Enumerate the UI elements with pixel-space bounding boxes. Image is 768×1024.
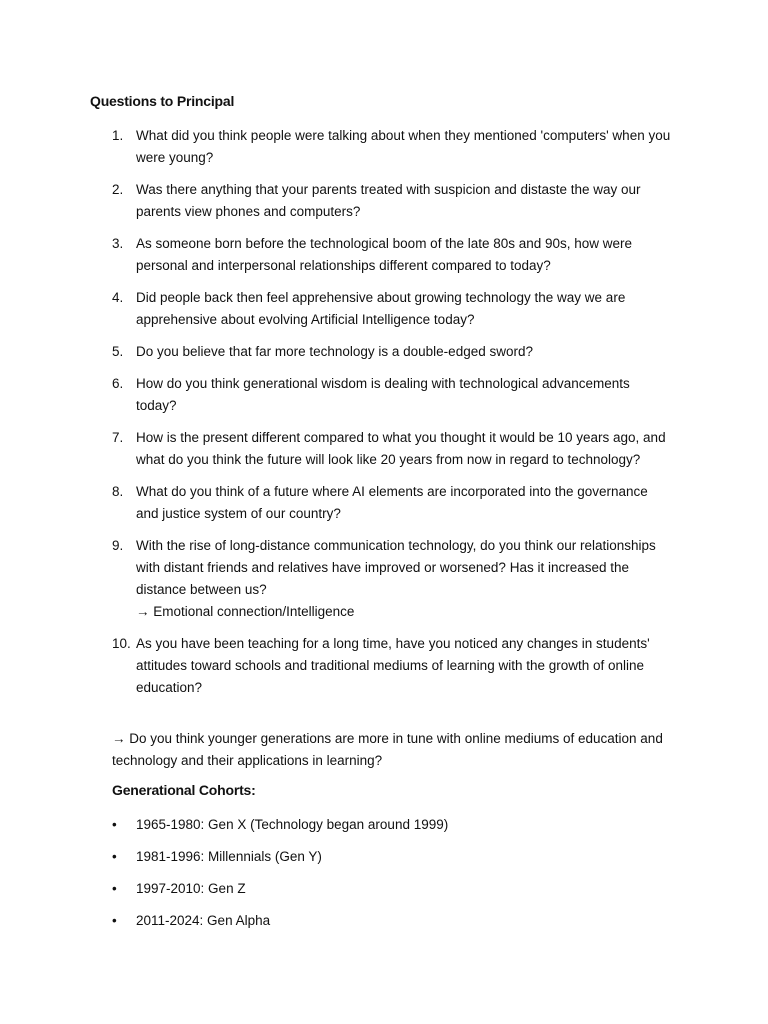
cohort-item: [112, 814, 448, 836]
section-title-cohorts: Generational Cohorts:: [112, 782, 256, 798]
question-item: [112, 427, 672, 471]
question-item: [112, 373, 672, 417]
cohort-text: 1965-1980: Gen X (Technology began around 1999): [136, 817, 449, 832]
cohort-item: [112, 846, 448, 868]
bullet-icon: •: [112, 817, 117, 832]
question-text: As you have been teaching for a long time, have you noticed any changes in students' attitudes toward schools and traditional mediums of learning with the growth of online education?: [136, 636, 650, 695]
question-item: [112, 535, 672, 623]
question-text: Do you believe that far more technology is a double-edged sword?: [136, 344, 533, 359]
question-number: 2.: [112, 182, 124, 197]
question-text: Did people back then feel apprehensive about growing technology the way we are apprehensive about evolving Artificial Intelligence today?: [136, 290, 626, 327]
cohort-item: [112, 910, 448, 932]
question-item: [112, 287, 672, 331]
bullet-icon: •: [112, 881, 117, 896]
question-number: 3.: [112, 236, 124, 251]
bullet-icon: •: [112, 913, 117, 928]
question-item: [112, 233, 672, 277]
question-text: How do you think generational wisdom is dealing with technological advancements today?: [136, 376, 630, 413]
question-number: 8.: [112, 484, 124, 499]
question-number: 7.: [112, 430, 124, 445]
question-subnote: → Emotional connection/Intelligence: [136, 604, 355, 619]
question-number: 6.: [112, 376, 124, 391]
cohorts-list: [112, 814, 448, 942]
cohort-item: [112, 878, 448, 900]
question-text: As someone born before the technological boom of the late 80s and 90s, how were personal and interpersonal relationships different compared to today?: [136, 236, 633, 273]
question-text: Was there anything that your parents treated with suspicion and distaste the way our parents view phones and computers?: [136, 182, 641, 219]
cohort-text: 1997-2010: Gen Z: [136, 881, 246, 896]
question-text: What did you think people were talking about when they mentioned 'computers' when you were young?: [136, 128, 671, 165]
question-item: [112, 179, 672, 223]
question-item: [112, 125, 672, 169]
question-item: [112, 633, 672, 699]
question-item: [112, 481, 672, 525]
page-title: Questions to Principal: [90, 93, 235, 109]
question-number: 1.: [112, 128, 124, 143]
question-text: What do you think of a future where AI elements are incorporated into the governance and justice system of our country?: [136, 484, 648, 521]
questions-list: [112, 125, 672, 709]
question-text: How is the present different compared to what you thought it would be 10 years ago, and what do you think the future will look like 20 years from now in regard to technology?: [136, 430, 666, 467]
cohort-text: 1981-1996: Millennials (Gen Y): [136, 849, 322, 864]
question-number: 9.: [112, 538, 124, 553]
cohort-text: 2011-2024: Gen Alpha: [136, 913, 271, 928]
followup-question: → Do you think younger generations are more in tune with online mediums of education and technology and their applications in learning?: [112, 731, 663, 768]
question-number: 10.: [112, 636, 131, 651]
question-number: 5.: [112, 344, 124, 359]
question-number: 4.: [112, 290, 124, 305]
bullet-icon: •: [112, 849, 117, 864]
question-item: [112, 341, 672, 363]
question-text: With the rise of long-distance communication technology, do you think our relationships with distant friends and relatives have improved or worsened? Has it increased the distance between us?: [136, 538, 656, 597]
